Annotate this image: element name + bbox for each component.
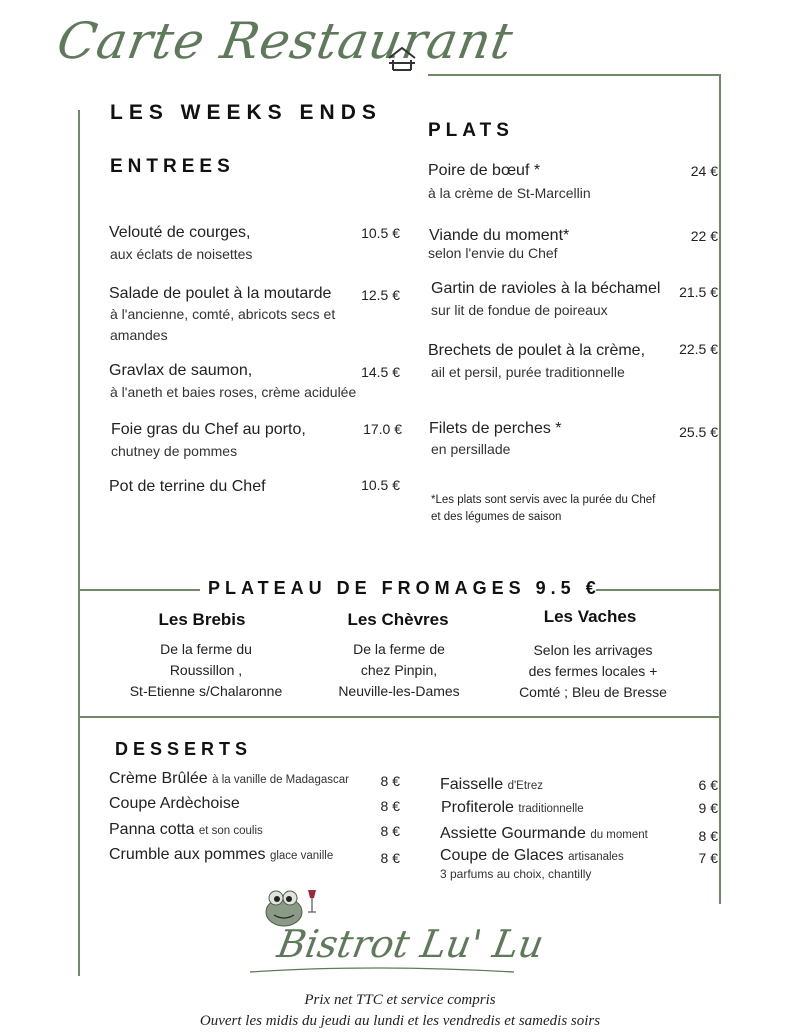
- plat-name: Brechets de poulet à la crème,: [428, 342, 646, 359]
- cheese-line: Comté ; Bleu de Bresse: [519, 684, 667, 700]
- dessert-extra: et son coulis: [198, 825, 263, 837]
- entrees-heading: ENTREES: [110, 156, 235, 177]
- dessert-price: 8 €: [380, 823, 400, 839]
- plat-desc: sur lit de fondue de poireaux: [431, 302, 608, 318]
- dessert-item: [440, 776, 543, 794]
- plat-price: 24 €: [690, 163, 718, 179]
- plat-desc: en persillade: [431, 441, 511, 457]
- entree-name: Pot de terrine du Chef: [109, 478, 266, 495]
- entree-name: Gravlax de saumon,: [109, 362, 253, 379]
- entree-desc: à l'aneth et baies roses, crème acidulée: [110, 384, 357, 400]
- entree-desc: chutney de pommes: [111, 443, 238, 459]
- dessert-price: 8 €: [380, 773, 400, 789]
- plats-heading: PLATS: [428, 120, 514, 141]
- entree-price: 14.5 €: [361, 364, 400, 380]
- cheese-title: Les Chèvres: [347, 610, 449, 629]
- plat-name: Viande du moment*: [429, 227, 570, 244]
- dessert-extra: glace vanille: [269, 850, 334, 862]
- cheese-right-rule: [596, 589, 720, 591]
- cheese-desc: [100, 639, 312, 702]
- plat-price: 22 €: [690, 228, 718, 244]
- dessert-extra: artisanales: [568, 851, 624, 863]
- plat-desc: ail et persil, purée traditionnelle: [431, 364, 625, 380]
- entree-price: 10.5 €: [361, 225, 400, 241]
- plat-desc: selon l'envie du Chef: [428, 245, 558, 261]
- plat-desc: à la crème de St-Marcellin: [428, 185, 591, 201]
- plats-footnote: et des légumes de saison: [431, 511, 562, 523]
- dessert-extra: traditionnelle: [518, 803, 584, 815]
- cheese-title: Les Vaches: [543, 607, 637, 626]
- dessert-name: Crème Brûlée: [109, 770, 208, 787]
- cheese-line: Neuville-les-Dames: [338, 683, 460, 699]
- dessert-note: 3 parfums au choix, chantilly: [440, 867, 592, 881]
- entree-name: Salade de poulet à la moutarde: [109, 285, 332, 302]
- entree-desc: amandes: [110, 327, 168, 343]
- cheese-desc: [296, 639, 502, 702]
- dessert-extra: d'Etrez: [507, 780, 544, 792]
- dessert-price: 9 €: [698, 800, 718, 816]
- plat-price: 25.5 €: [679, 424, 718, 440]
- cheese-line: De la ferme de: [353, 641, 445, 657]
- plat-price: 21.5 €: [679, 284, 718, 300]
- desserts-heading: DESSERTS: [115, 739, 253, 759]
- dessert-item: [109, 770, 349, 788]
- dessert-item: [441, 799, 584, 817]
- plats-footnote: *Les plats sont servis avec la purée du Chef: [431, 494, 656, 506]
- dessert-price: 8 €: [698, 828, 718, 844]
- entree-name: Foie gras du Chef au porto,: [111, 421, 306, 438]
- entree-name: Velouté de courges,: [109, 224, 251, 241]
- dessert-price: 8 €: [380, 798, 400, 814]
- entree-desc: à l'ancienne, comté, abricots secs et: [110, 306, 336, 322]
- plat-price: 22.5 €: [679, 341, 718, 357]
- cheese-bottom-rule: [78, 716, 721, 718]
- cheese-line: chez Pinpin,: [360, 662, 438, 678]
- cheese-line: des fermes locales +: [528, 663, 658, 679]
- frame-top-line: [428, 74, 720, 76]
- restaurant-title: Carte Restaurant: [52, 12, 518, 70]
- dessert-item: [440, 847, 624, 865]
- cheese-title: Les Brebis: [158, 610, 246, 629]
- cheese-line: Selon les arrivages: [533, 642, 653, 658]
- dessert-name: Faisselle: [440, 776, 504, 793]
- dessert-price: 8 €: [380, 850, 400, 866]
- dessert-extra: à la vanille de Madagascar: [212, 774, 349, 786]
- dessert-item: [440, 825, 648, 843]
- footer-line: Ouvert les midis du jeudi au lundi et les vendredis et samedis soirs: [199, 1013, 601, 1029]
- frame-right-line: [719, 74, 721, 904]
- plat-name: Poire de bœuf *: [428, 162, 541, 179]
- dessert-name: Profiterole: [441, 799, 514, 816]
- house-icon: [386, 44, 418, 72]
- dessert-item: [109, 846, 333, 864]
- plat-name: Gartin de ravioles à la béchamel: [431, 280, 661, 297]
- bistrot-logo-text: Bistrot Lu' Lu: [274, 922, 548, 966]
- cheese-line: De la ferme du: [160, 641, 252, 657]
- plat-name: Filets de perches *: [429, 420, 562, 437]
- dessert-name: Assiette Gourmande: [440, 825, 586, 842]
- dessert-name: Crumble aux pommes: [109, 846, 266, 863]
- logo-swash: [248, 962, 516, 976]
- dessert-name: Coupe Ardèchoise: [109, 795, 240, 812]
- cheese-line: St-Etienne s/Chalaronne: [129, 683, 283, 699]
- weekend-title: LES WEEKS ENDS: [110, 101, 382, 124]
- cheese-heading: PLATEAU DE FROMAGES 9.5 €: [208, 578, 601, 598]
- entree-price: 12.5 €: [361, 287, 400, 303]
- footer-line: Prix net TTC et service compris: [304, 992, 496, 1008]
- dessert-extra: du moment: [590, 829, 648, 841]
- cheese-left-rule: [78, 589, 200, 591]
- dessert-price: 6 €: [698, 777, 718, 793]
- entree-price: 10.5 €: [361, 477, 400, 493]
- entree-desc: aux éclats de noisettes: [110, 246, 253, 262]
- dessert-price: 7 €: [698, 850, 718, 866]
- entree-price: 17.0 €: [363, 421, 402, 437]
- dessert-name: Panna cotta: [109, 821, 195, 838]
- dessert-item: [109, 821, 263, 839]
- dessert-name: Coupe de Glaces: [440, 847, 564, 864]
- cheese-line: Roussillon ,: [169, 662, 243, 678]
- dessert-item: [109, 795, 240, 813]
- frame-left-line: [78, 110, 80, 976]
- cheese-desc: [496, 640, 690, 703]
